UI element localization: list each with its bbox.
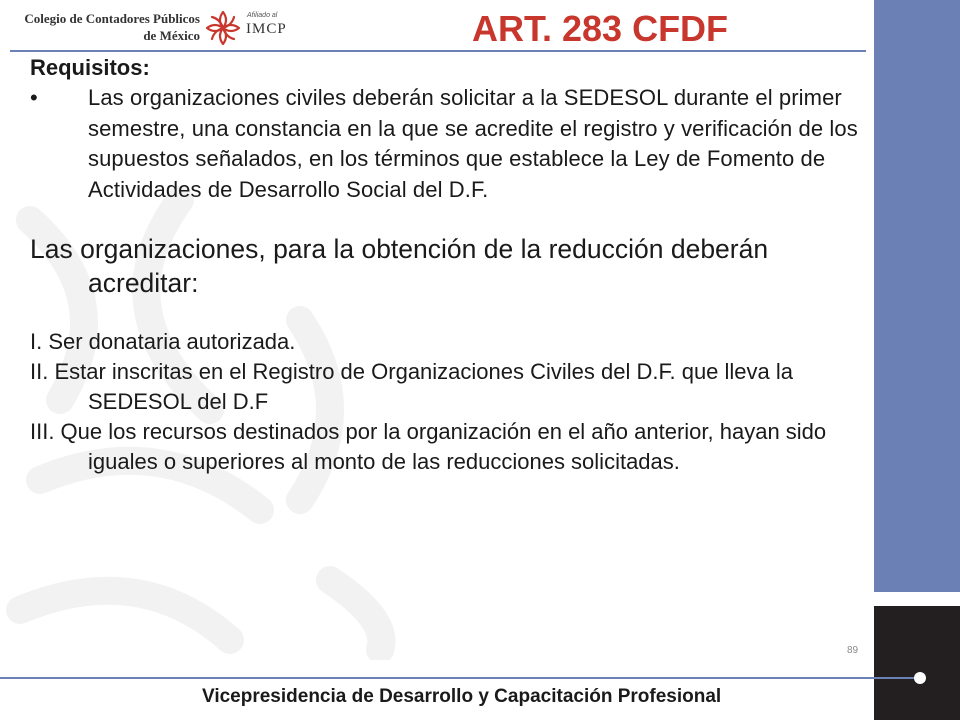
footer-divider [0, 677, 920, 679]
list-item-2: II. Estar inscritas en el Registro de Organizaciones Civiles del D.F. que lleva la SEDESOL del D.F [30, 359, 794, 414]
organization-logo [20, 6, 290, 54]
logo-line-2: de México [143, 28, 200, 43]
right-dark-block [874, 606, 960, 720]
right-accent-bar [874, 0, 960, 592]
list-item-1: I. Ser donataria autorizada. [30, 329, 296, 354]
affiliate-label: Afiliado al [247, 12, 278, 19]
footer-dot-icon [914, 672, 926, 684]
list-item-3: III. Que los recursos destinados por la organización en el año anterior, hayan sido iguales o superiores al monto de las reducciones solicitadas. [30, 419, 827, 474]
main-paragraph: Las organizaciones, para la obtención de la reducción deberán acreditar: [30, 234, 769, 298]
bullet-item [30, 83, 866, 205]
page-number: 89 [847, 645, 859, 656]
bullet-text: Las organizaciones civiles deberán solicitar a la SEDESOL durante el primer semestre, una constancia en la que se acredite el registro y verificación de los supuestos señalados, en los términos que establece la Ley de Fomento de Actividades de Desarrollo Social del D.F. [88, 85, 858, 202]
slide-content [30, 54, 866, 477]
affiliate-name: IMCP [246, 21, 287, 37]
header-divider [10, 50, 866, 52]
slide-title: ART. 283 CFDF [472, 8, 729, 49]
requirements-heading: Requisitos: [30, 55, 150, 80]
logo-text [20, 10, 200, 44]
bullet-dot-icon: • [30, 85, 38, 110]
logo-line-1: Colegio de Contadores Públicos [24, 11, 200, 26]
requirements-list [30, 327, 866, 477]
footer-text: Vicepresidencia de Desarrollo y Capacitación Profesional [202, 686, 722, 707]
logo-emblem-icon [203, 8, 243, 48]
